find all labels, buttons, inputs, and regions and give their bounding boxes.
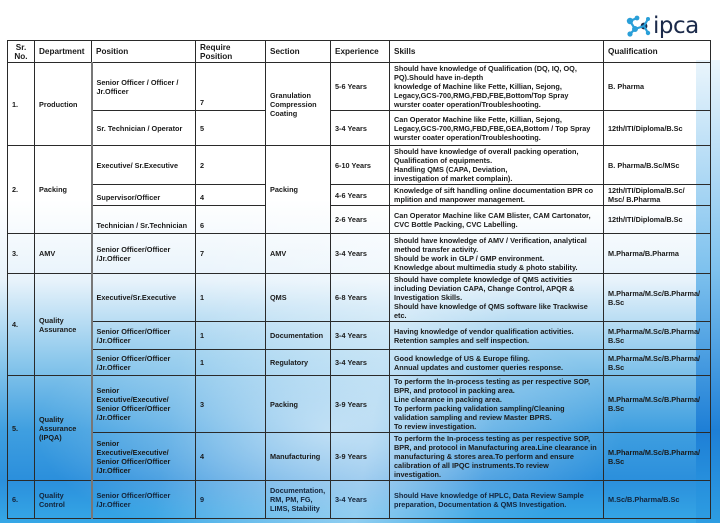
logo-text: ipca (653, 13, 699, 39)
experience-cell: 6-8 Years (331, 274, 390, 322)
qualification-cell: M.Sc/B.Pharma/B.Sc (604, 481, 711, 519)
experience-cell: 3-4 Years (331, 234, 390, 274)
position-cell: Technician / Sr.Technician (92, 206, 196, 234)
position-cell: Senior Officer/Officer /Jr.Officer (92, 234, 196, 274)
skills-cell: Can Operator Machine like Fette, Killian, Sejong, Legacy,GCS-700,RMG,FBD,FBE,GEA,Bottom / Top Spray wurster coater operation/Troubleshooting. (390, 111, 604, 146)
header-qualification: Qualification (604, 41, 711, 63)
skills-cell: Good knowledge of US & Europe filing. Annual updates and customer queries response. (390, 350, 604, 376)
qualification-cell: M.Pharma/M.Sc/B.Pharma/ B.Sc (604, 322, 711, 350)
department-cell: Quality Assurance (35, 274, 92, 376)
experience-cell: 2-6 Years (331, 206, 390, 234)
position-cell: Senior Executive/Executive/ Senior Officer/Officer /Jr.Officer (92, 376, 196, 433)
table-row (8, 322, 711, 350)
header-department: Department (35, 41, 92, 63)
sr-no-cell: 2. (8, 146, 35, 234)
skills-cell: To perform the In-process testing as per respective SOP, BPR, and protocol in Manufacturing area.Line clearance in manufacturing & stores area.To perform and ensure calibration of all IPQC instruments.To review investigation. (390, 433, 604, 481)
table-row (8, 234, 711, 274)
skills-cell: Should have knowledge of Qualification (DQ, IQ, OQ, PQ).Should have in-depth knowledge of Machine like Fette, Killian, Sejong, Legacy,GCS-700,RMG,FBD,FBE,Bottom/Top Spray wurster coater operation/Troubleshooting. (390, 63, 604, 111)
sr-no-cell: 5. (8, 376, 35, 481)
position-cell: Sr. Technician / Operator (92, 111, 196, 146)
require-position-cell: 1 (196, 274, 266, 322)
section-cell: Manufacturing (266, 433, 331, 481)
experience-cell: 3-9 Years (331, 376, 390, 433)
require-position-cell: 5 (196, 111, 266, 146)
section-cell: Regulatory (266, 350, 331, 376)
table-row (8, 146, 711, 185)
table-row (8, 433, 711, 481)
department-cell: Production (35, 63, 92, 146)
section-cell: Packing (266, 146, 331, 234)
require-position-cell: 1 (196, 350, 266, 376)
header-sr-no: Sr. No. (8, 41, 35, 63)
sr-no-cell: 4. (8, 274, 35, 376)
table-row (8, 376, 711, 433)
section-cell: AMV (266, 234, 331, 274)
position-cell: Supervisor/Officer (92, 185, 196, 206)
require-position-cell: 9 (196, 481, 266, 519)
qualification-cell: B. Pharma/B.Sc/MSc (604, 146, 711, 185)
sr-no-cell: 1. (8, 63, 35, 146)
section-cell: QMS (266, 274, 331, 322)
qualification-cell: M.Pharma/B.Pharma (604, 234, 711, 274)
experience-cell: 3-4 Years (331, 481, 390, 519)
job-openings-table (7, 40, 711, 519)
header-experience: Experience (331, 41, 390, 63)
section-cell: Granulation Compression Coating (266, 63, 331, 146)
skills-cell: Having knowledge of vendor qualification activities. Retention samples and self inspection. (390, 322, 604, 350)
header-section: Section (266, 41, 331, 63)
position-cell: Senior Officer/Officer /Jr.Officer (92, 322, 196, 350)
qualification-cell: 12th/ITI/Diploma/B.Sc (604, 111, 711, 146)
experience-cell: 6-10 Years (331, 146, 390, 185)
position-cell: Executive/ Sr.Executive (92, 146, 196, 185)
experience-cell: 5-6 Years (331, 63, 390, 111)
table-row (8, 481, 711, 519)
header-skills: Skills (390, 41, 604, 63)
sr-no-cell: 3. (8, 234, 35, 274)
company-logo (626, 12, 716, 40)
table-row (8, 63, 711, 111)
qualification-cell: M.Pharma/M.Sc/B.Pharma/ B.Sc (604, 433, 711, 481)
qualification-cell: 12th/ITI/Diploma/B.Sc/ Msc/ B.Pharma (604, 185, 711, 206)
section-cell: Packing (266, 376, 331, 433)
require-position-cell: 4 (196, 433, 266, 481)
position-cell: Senior Officer/Officer /Jr.Officer (92, 481, 196, 519)
table-header-row (8, 41, 711, 63)
skills-cell: Should have knowledge of AMV / Verification, analytical method transfer activity. Should be work in GLP / GMP environment. Knowledge about multimedia study & photo stability. (390, 234, 604, 274)
qualification-cell: M.Pharma/M.Sc/B.Pharma/ B.Sc (604, 274, 711, 322)
header-require-position: Require Position (196, 41, 266, 63)
ipca-molecule-logo-icon (626, 14, 652, 38)
table-row (8, 350, 711, 376)
experience-cell: 4-6 Years (331, 185, 390, 206)
require-position-cell: 6 (196, 206, 266, 234)
department-cell: AMV (35, 234, 92, 274)
experience-cell: 3-4 Years (331, 350, 390, 376)
table-row (8, 206, 711, 234)
skills-cell: To perform the In-process testing as per respective SOP, BPR, and protocol in packing area. Line clearance in packing area. To perform packing validation sampling/Cleaning validation sampling and review Master BPRS. To review investigation. (390, 376, 604, 433)
position-cell: Executive/Sr.Executive (92, 274, 196, 322)
section-cell: Documentation (266, 322, 331, 350)
qualification-cell: 12th/ITI/Diploma/B.Sc (604, 206, 711, 234)
table-row (8, 185, 711, 206)
experience-cell: 3-4 Years (331, 111, 390, 146)
department-cell: Quality Assurance (IPQA) (35, 376, 92, 481)
qualification-cell: M.Pharma/M.Sc/B.Pharma/ B.Sc (604, 376, 711, 433)
qualification-cell: M.Pharma/M.Sc/B.Pharma/ B.Sc (604, 350, 711, 376)
department-cell: Packing (35, 146, 92, 234)
experience-cell: 3-4 Years (331, 322, 390, 350)
sr-no-cell: 6. (8, 481, 35, 519)
skills-cell: Should have complete knowledge of QMS activities including Deviation CAPA, Change Control, APQR & Investigation Skills. Should have knowledge of QMS software like Trackwise etc. (390, 274, 604, 322)
header-position: Position (92, 41, 196, 63)
skills-cell: Should Have knowledge of HPLC, Data Review Sample preparation, Documentation & QMS Investigation. (390, 481, 604, 519)
section-cell: Documentation, RM, PM, FG, LIMS, Stability (266, 481, 331, 519)
department-cell: Quality Control (35, 481, 92, 519)
position-cell: Senior Officer/Officer /Jr.Officer (92, 350, 196, 376)
experience-cell: 3-9 Years (331, 433, 390, 481)
require-position-cell: 4 (196, 185, 266, 206)
skills-cell: Knowledge of sift handling online documentation BPR co mplition and manpower management. (390, 185, 604, 206)
skills-cell: Can Operator Machine like CAM Blister, CAM Cartonator, CVC Bottle Packing, CVC Labelling. (390, 206, 604, 234)
require-position-cell: 2 (196, 146, 266, 185)
require-position-cell: 7 (196, 63, 266, 111)
position-cell: Senior Officer / Officer / Jr.Officer (92, 63, 196, 111)
table-row (8, 274, 711, 322)
skills-cell: Should have knowledge of overall packing operation, Qualification of equipments. Handling QMS (CAPA, Deviation, investigation of market complain). (390, 146, 604, 185)
position-cell: Senior Executive/Executive/ Senior Officer/Officer /Jr.Officer (92, 433, 196, 481)
require-position-cell: 1 (196, 322, 266, 350)
qualification-cell: B. Pharma (604, 63, 711, 111)
require-position-cell: 7 (196, 234, 266, 274)
table-row (8, 111, 711, 146)
require-position-cell: 3 (196, 376, 266, 433)
